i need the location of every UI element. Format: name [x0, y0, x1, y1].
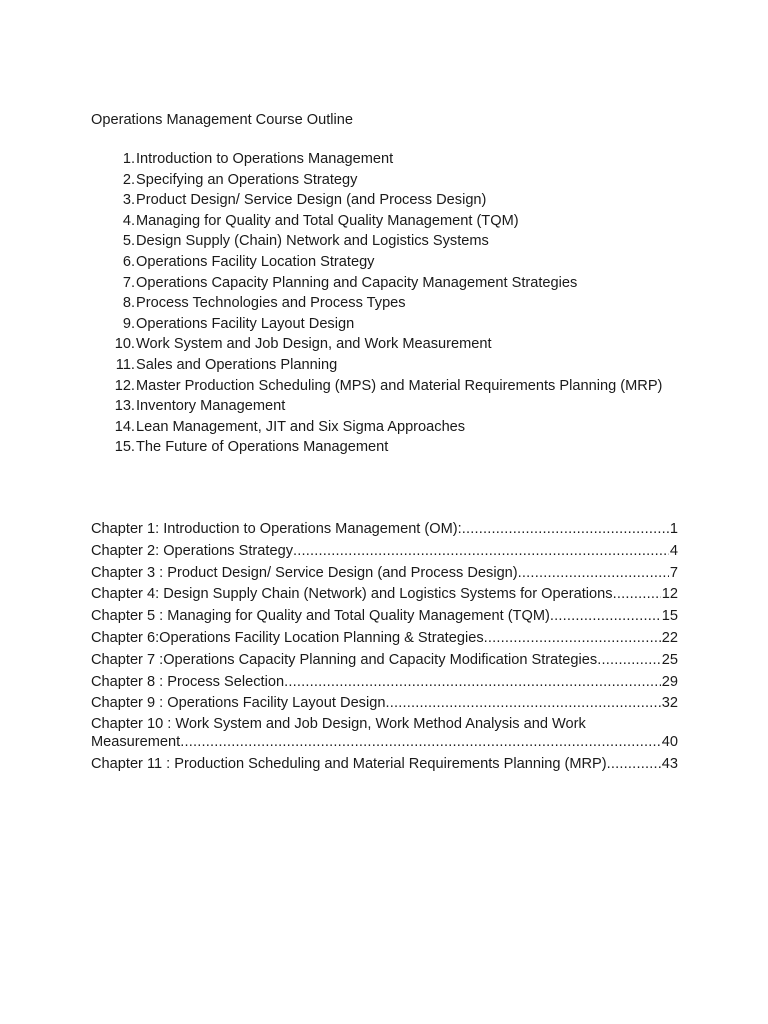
- outline-item: [91, 334, 677, 355]
- outline-item-number: 9.: [122, 315, 135, 332]
- toc-dot-leader: [284, 672, 661, 694]
- outline-item: [91, 376, 677, 397]
- toc-page-number: 29: [661, 673, 678, 690]
- toc-page-number: 40: [661, 734, 678, 751]
- outline-item-number: 15.: [114, 439, 135, 456]
- toc-entry-title: Chapter 9 : Operations Facility Layout Design: [91, 695, 386, 712]
- outline-item-number: 1.: [122, 151, 135, 167]
- toc-entry[interactable]: [91, 672, 678, 694]
- toc-entry-title: Chapter 8 : Process Selection: [91, 673, 285, 690]
- outline-item-text: Operations Facility Layout Design: [136, 315, 355, 332]
- outline-item: [91, 190, 677, 211]
- outline-item: [91, 314, 677, 335]
- outline-item-text: Product Design/ Service Design (and Process Design): [136, 192, 487, 209]
- outline-item-text: Inventory Management: [136, 398, 286, 415]
- toc-entry[interactable]: [91, 754, 678, 776]
- toc-entry[interactable]: [91, 541, 678, 563]
- toc-page-number: 43: [661, 756, 678, 773]
- outline-item-text: Design Supply (Chain) Network and Logistics Systems: [136, 233, 489, 250]
- outline-item-text: Sales and Operations Planning: [136, 356, 338, 373]
- toc-entry-title: Chapter 11 : Production Scheduling and Material Requirements Planning (MRP): [91, 756, 607, 773]
- outline-item-text: Managing for Quality and Total Quality Management (TQM): [136, 212, 519, 229]
- outline-item-number: 7.: [122, 274, 135, 291]
- outline-item-number: 10.: [114, 336, 135, 353]
- toc-page-number: 22: [661, 629, 678, 646]
- toc-page-number: 1: [669, 521, 678, 537]
- toc-entry-title-continued: Measurement: [91, 734, 181, 751]
- outline-item-text: Operations Capacity Planning and Capacity Management Strategies: [136, 274, 578, 291]
- outline-item: [91, 149, 677, 170]
- outline-item-number: 14.: [114, 418, 135, 435]
- outline-item: [91, 417, 677, 438]
- toc-page-number: 7: [669, 564, 678, 581]
- outline-item-text: The Future of Operations Management: [136, 439, 389, 456]
- toc-entry-title: Chapter 10 : Work System and Job Design, Work Method Analysis and Work: [91, 716, 586, 733]
- toc-entry-title: Chapter 1: Introduction to Operations Management (OM):: [91, 521, 462, 537]
- outline-item-text: Work System and Job Design, and Work Measurement: [136, 336, 492, 353]
- outline-item-text: Introduction to Operations Management: [136, 151, 394, 167]
- outline-item-number: 8.: [122, 295, 135, 312]
- toc-entry[interactable]: [91, 715, 678, 751]
- outline-item: [91, 252, 677, 273]
- toc-dot-leader: [180, 733, 661, 751]
- toc-entry[interactable]: [91, 693, 678, 715]
- toc-dot-leader: [385, 693, 660, 715]
- toc-dot-leader: [550, 606, 661, 628]
- toc-page-number: 15: [661, 608, 678, 625]
- toc-entry-title: Chapter 2: Operations Strategy: [91, 542, 293, 559]
- toc-dot-leader: [613, 584, 661, 606]
- outline-item-text: Master Production Scheduling (MPS) and Material Requirements Planning (MRP): [136, 377, 663, 394]
- toc-dot-leader: [484, 628, 661, 650]
- outline-item: [91, 273, 677, 294]
- toc-dot-leader: [607, 754, 661, 776]
- toc-entry-title: Chapter 3 : Product Design/ Service Design (and Process Design): [91, 564, 518, 581]
- toc-dot-leader: [462, 519, 669, 541]
- course-outline-list: [91, 149, 677, 458]
- toc-dot-leader: [518, 563, 669, 585]
- outline-item-number: 12.: [114, 377, 135, 394]
- toc-entry[interactable]: [91, 628, 678, 650]
- toc-entry[interactable]: [91, 584, 678, 606]
- document-title: Operations Management Course Outline: [91, 112, 354, 128]
- outline-item: [91, 437, 677, 458]
- outline-item-number: 13.: [114, 398, 135, 415]
- toc-entry[interactable]: [91, 519, 678, 541]
- outline-item-text: Specifying an Operations Strategy: [136, 171, 358, 188]
- outline-item-number: 6.: [122, 253, 135, 270]
- outline-item: [91, 396, 677, 417]
- outline-item-text: Process Technologies and Process Types: [136, 295, 406, 312]
- toc-page-number: 4: [669, 542, 678, 559]
- outline-item-number: 2.: [122, 171, 135, 188]
- outline-item: [91, 211, 677, 232]
- table-of-contents: [91, 519, 678, 776]
- outline-item: [91, 293, 677, 314]
- toc-dot-leader: [293, 541, 669, 563]
- toc-page-number: 25: [661, 651, 678, 668]
- toc-dot-leader: [597, 650, 661, 672]
- outline-item-text: Lean Management, JIT and Six Sigma Approaches: [136, 418, 466, 435]
- outline-item: [91, 231, 677, 252]
- outline-item-number: 4.: [122, 212, 135, 229]
- toc-entry[interactable]: [91, 650, 678, 672]
- toc-page-number: 12: [661, 586, 678, 603]
- outline-item-number: 5.: [122, 233, 135, 250]
- toc-entry-title: Chapter 4: Design Supply Chain (Network) and Logistics Systems for Operations: [91, 586, 613, 603]
- toc-entry-title: Chapter 6:Operations Facility Location Planning & Strategies: [91, 629, 484, 646]
- toc-entry[interactable]: [91, 563, 678, 585]
- outline-item-number: 3.: [122, 192, 135, 209]
- outline-item-number: 11.: [115, 356, 135, 373]
- toc-page-number: 32: [661, 695, 678, 712]
- toc-entry-title: Chapter 7 :Operations Capacity Planning and Capacity Modification Strategies: [91, 651, 598, 668]
- outline-item-text: Operations Facility Location Strategy: [136, 253, 375, 270]
- toc-entry[interactable]: [91, 606, 678, 628]
- outline-item: [91, 170, 677, 191]
- outline-item: [91, 355, 677, 376]
- toc-entry-title: Chapter 5 : Managing for Quality and Total Quality Management (TQM): [91, 608, 550, 625]
